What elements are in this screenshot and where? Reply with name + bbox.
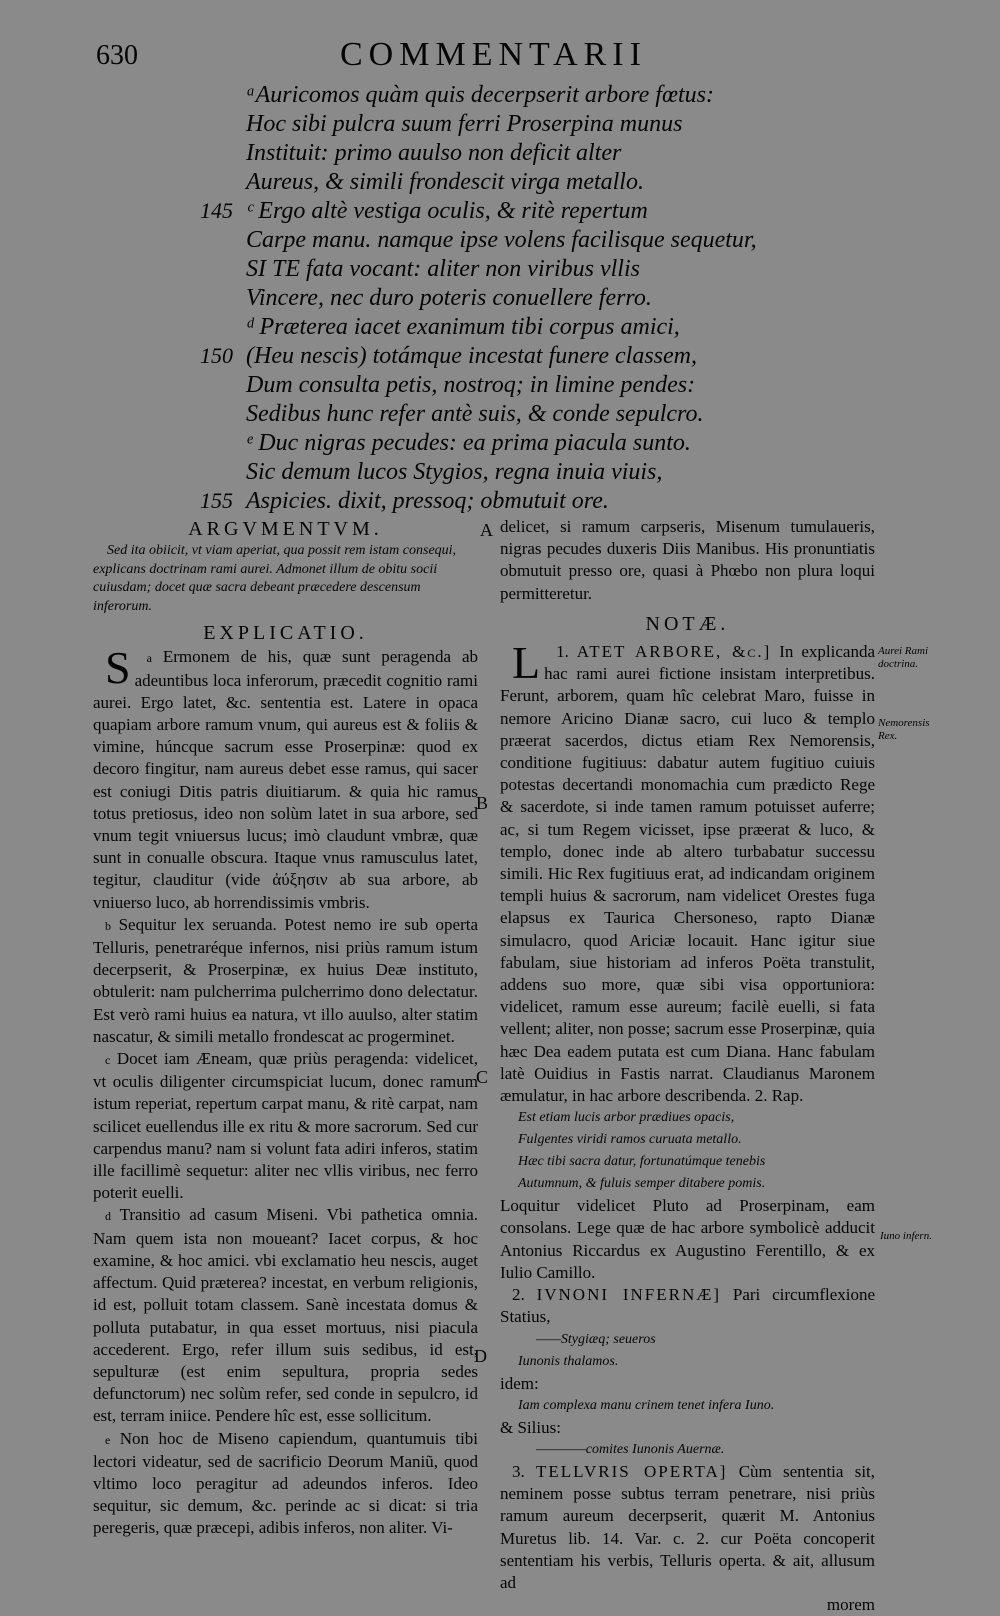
para-a-text: Ermonem de his, quæ sunt peragenda ab adeuntibus loca inferorum, præcedit cognitio rami aurei. Ergo latet, &c. sententia est. Latere in opaca quapiam arbore ramum vnum, qui aureus est & foliis & vimine, húncque sacrum esse Proserpinæ: quod ex decoro fingitur, nam aureus debet esse ramus, qui sacer est coniugi Ditis patris diuitiarum. & quia hic ramus totus pretiosus, ideo non solùm latet in sua arbore, sed vnum tegit vniuersus lucus; imò claudunt vmbræ, quæ sunt in conualle obscura. Itaque vnus ramusculus latet, tegitur, clauditur (vide ἀύξησιν ab sua arbore, ab vniuerso luco, ab horrendissimis vmbris.	[93, 647, 478, 912]
poem-line-text: ᵉ Duc nigras pecudes: ea prima piacula sunto.	[246, 430, 691, 456]
poem-line	[200, 430, 760, 459]
margin-letter-d: D	[474, 1346, 487, 1366]
para-b-text: Sequitur lex seruanda. Potest nemo ire sub operta Telluris, penetraréque infernos, nisi priùs ramum istum decerpserit, & Proserpinæ, ex huius Deæ instituto, obtulerit: nam pulcherrima pulcherrimo dono delectatur. Est verò rami huius ea natura, vt illo auulso, alter statim nascatur, & simili metallo frondescat ac progerminet.	[93, 914, 479, 1046]
poem-block	[200, 82, 760, 517]
para-c-text: Docet iam Æneam, quæ priùs peragenda: videlicet, vt oculis diligenter circumspiciat lucum, donec ramum istum reperiat, repertum carpat manu, & ritè carpat, nam scilicet euellendus ille ex ritu & more sacrorum. Sed cur carpendus manu? nam si volunt fata adiri inferos, statim ille facillimè sequetur: aliter nec vllis viribus, nec ferro poterit euelli.	[93, 1049, 478, 1203]
poem-line	[200, 111, 760, 140]
note-2	[500, 1284, 875, 1328]
poem-line	[200, 227, 760, 256]
poem-line	[200, 256, 760, 285]
poem-line-text: Carpe manu. namque ipse volens facilisque sequetur,	[246, 227, 757, 253]
para-a-dropcap: S	[105, 642, 131, 694]
margin-letter-b: B	[476, 793, 489, 813]
note-3-text: Cùm sententia sit, neminem posse subtus terram penetrare, nisi priùs ramum aureum decerpserit, quærit M. Antonius Muretus lib. 14. Var. c. 2. cur Poëta concoperit sententiam his verbis, Telluris operta. & ait, allusum ad	[500, 1461, 876, 1592]
explicatio-para-d	[93, 1204, 478, 1427]
poem-line-text: Aspicies. dixit, pressoq; obmutuit ore.	[246, 488, 609, 514]
poem-line-text: ᵃAuricomos quàm quis decerpserit arbore fœtus:	[246, 82, 714, 108]
right-column	[500, 516, 875, 1616]
poem-line	[200, 488, 760, 517]
silius-label: & Silius:	[500, 1417, 561, 1437]
para-e-text: Non hoc de Miseno capiendum, quantumuis tibi lectori videatur, sed de sacrificio Deorum Maniũ, quod vltimo loco peragitur ad adeundos inferos. Ideo sequitur, sic demum, &c. perinde ac si dicat: si tria peregeris, quæ præcepi, adibis inferos, non aliter. Vi-	[93, 1428, 479, 1538]
line-number: 150	[200, 343, 233, 368]
poem-line	[200, 401, 760, 430]
margin-note-aurei: Aurei Rami doctrina.	[878, 645, 928, 670]
argumentum-heading: ARGVMENTVM.	[188, 518, 383, 540]
poem-line	[200, 314, 760, 343]
poem-line-text: Dum consulta petis, nostroq; in limine pendes:	[246, 372, 696, 398]
poem-line	[200, 459, 760, 488]
poem-line-text: Sedibus hunc refer antè suis, & conde sepulcro.	[246, 401, 704, 427]
explicatio-heading: EXPLICATIO.	[203, 622, 368, 645]
note-3-number: 3.	[512, 1461, 525, 1481]
poem-line	[200, 372, 760, 401]
explicatio-para-c	[93, 1048, 478, 1204]
poem-line-text: Instituit: primo auulso non deficit alter	[246, 140, 622, 166]
poem-line-text: Sic demum lucos Stygios, regna inuia viuis,	[246, 459, 663, 485]
note-2-text: Pari circumflexione Statius,	[500, 1285, 876, 1327]
margin-letter-a: A	[480, 520, 493, 540]
poem-line-text: Aureus, & simili frondescit virga metallo.	[246, 169, 644, 195]
note-3	[500, 1461, 875, 1594]
line-number: 145	[200, 198, 233, 223]
verse-line: Hæc tibi sacra datur, fortunatúmque tenebis	[518, 1154, 766, 1170]
poem-line	[200, 82, 760, 111]
verse-line: Est etiam lucis arbor prædiues opacis,	[518, 1110, 735, 1126]
explicatio-para-b	[93, 914, 478, 1048]
note-1-text: In explicanda hac rami aurei fictione insistam interpretibus. Ferunt, arborem, quam hîc celebrat Maro, fuisse in nemore Aricino Dianæ sacro, cui luco & templo præerat sacerdos, dictus etiam Rex Nemorensis, conditione fugitiuus: dabatur autem fugitiuo cuiuis potestas decertandi monomachia cum prædicto Rege & sacerdote, si inde tamen ramum potuisset auferre; ac, si tum Regem vicisset, ipse præerat & luco, & templo, donec inde ab altero turbabatur successu simili. Hic Rex fugitiuus erat, ad indicandam originem templi huius & sacrorum, nam videlicet Orestes fuga elapsus ex Taurica Chersoneso, rapto Dianæ simulacro, quod Ariciæ locauit. Hanc igitur siue fabulam, siue historiam ad inferos Poëta transtulit, addens suo more, quæ sibi visa opportuniora: videlicet, ramum esse aureum; facilè euelli, si fata vellent; aliter, non posse; sacrum esse Proserpinæ, quia hæc Dea eadem putata est cum Diana. Hanc fabulam latè Ouidius in Fastis narrat. Claudianus Maronem æmulatur, in hac arbore describenda. 2. Rap.	[500, 642, 875, 1106]
note-1-continuation: Loquitur videlicet Pluto ad Proserpinam, eam consolans. Lege quæ de hac arbore symbolicè adducit Antonius Riccardus ex Augustino Ferentillo, & ex Iulio Camillo.	[500, 1196, 875, 1282]
poem-line-text: SI TE fata vocant: aliter non viribus vllis	[246, 256, 640, 282]
notae-heading: NOTÆ.	[645, 612, 730, 635]
explicatio-para-e	[93, 1428, 478, 1540]
explicatio-continuation: delicet, si ramum carpseris, Misenum tumulaueris, nigras pecudes duxeris Diis Manibus. His pronuntiatis obmutuit presso ore, quasi à Phœbo non plura loqui permitteretur.	[500, 517, 875, 603]
margin-note-nemorensis: Nemorensis Rex.	[878, 717, 930, 742]
catchword: morem	[826, 1595, 875, 1615]
para-c-marker: c	[105, 1053, 111, 1068]
poem-line-text: ᶜ Ergo altè vestiga oculis, & ritè repertum	[246, 198, 648, 224]
poem-line-text: (Heu nescis) totámque incestat funere classem,	[246, 343, 697, 369]
note-1-lemma: ATET ARBORE, &c.]	[576, 642, 772, 662]
verse-line: Fulgentes viridi ramos curuata metallo.	[518, 1132, 742, 1148]
note-3-lemma: TELLVRIS OPERTA]	[536, 1461, 728, 1481]
note-1-dropcap: L	[512, 637, 541, 689]
para-d-text: Transitio ad casum Miseni. Vbi pathetica omnia. Nam quem ista non moueant? Iacet corpus, & hoc examine, & hoc amici. vbi exclamatio heu nescis, auget affectum. Quid præterea? incestat, en verbum religionis, id est, polluit totam classem. Sanè incestata domus & polluta putabatur, in qua esset mortuus, nisi piacula accederent. Ergo, refer illum suis sedibus, id est, sepulturæ (est enim sepultura, propria sedes defunctorum) nec solùm refer, sed conde in sepulcro, id est, terram iniice. Pendere hîc est, esse sollicitum.	[93, 1205, 478, 1426]
poem-line-text: ᵈ Præterea iacet exanimum tibi corpus amici,	[246, 314, 680, 340]
poem-line	[200, 285, 760, 314]
poem-line	[200, 343, 760, 372]
para-b-marker: b	[105, 918, 111, 933]
poem-line-text: Vincere, nec duro poteris conuellere ferro.	[246, 285, 652, 311]
note-1	[500, 637, 875, 1107]
para-e-marker: e	[105, 1432, 111, 1447]
note-1-number: 1.	[556, 642, 569, 662]
claudian-verses	[500, 1107, 875, 1195]
poem-line	[200, 169, 760, 198]
idem-label: idem:	[500, 1373, 539, 1393]
page-number: 630	[96, 40, 138, 71]
idem-verse: Iam complexa manu crinem tenet infera Iuno.	[518, 1397, 775, 1413]
poem-line-text: Hoc sibi pulcra suum ferri Proserpina munus	[246, 111, 683, 137]
statius-verse: ——Stygiæq; seueros	[536, 1331, 656, 1347]
note-2-lemma: IVNONI INFERNÆ]	[536, 1285, 722, 1305]
line-number: 155	[200, 488, 233, 513]
left-column	[93, 516, 478, 1540]
para-a-marker: a	[146, 651, 152, 666]
margin-letter-c: C	[476, 1067, 489, 1087]
verse-line: Autumnum, & fuluis semper ditabere pomis.	[518, 1176, 766, 1192]
poem-line	[200, 198, 760, 227]
explicatio-para-a	[93, 642, 478, 913]
argumentum-text: Sed ita obiicit, vt viam aperiat, qua possit rem istam consequi, explicans doctrinam rami aurei. Admonet illum de obitu socii cuiusdam; docet quæ sacra debeant præcedere descensum inferorum.	[93, 543, 457, 614]
running-title: COMMENTARII	[340, 36, 647, 73]
para-d-marker: d	[105, 1209, 111, 1224]
silius-verse: ————comites Iunonis Auernæ.	[536, 1441, 725, 1457]
poem-line	[200, 140, 760, 169]
margin-note-iuno: Iuno infern.	[880, 1230, 932, 1242]
statius-verse-2: Iunonis thalamos.	[518, 1353, 619, 1369]
note-2-number: 2.	[512, 1285, 525, 1305]
